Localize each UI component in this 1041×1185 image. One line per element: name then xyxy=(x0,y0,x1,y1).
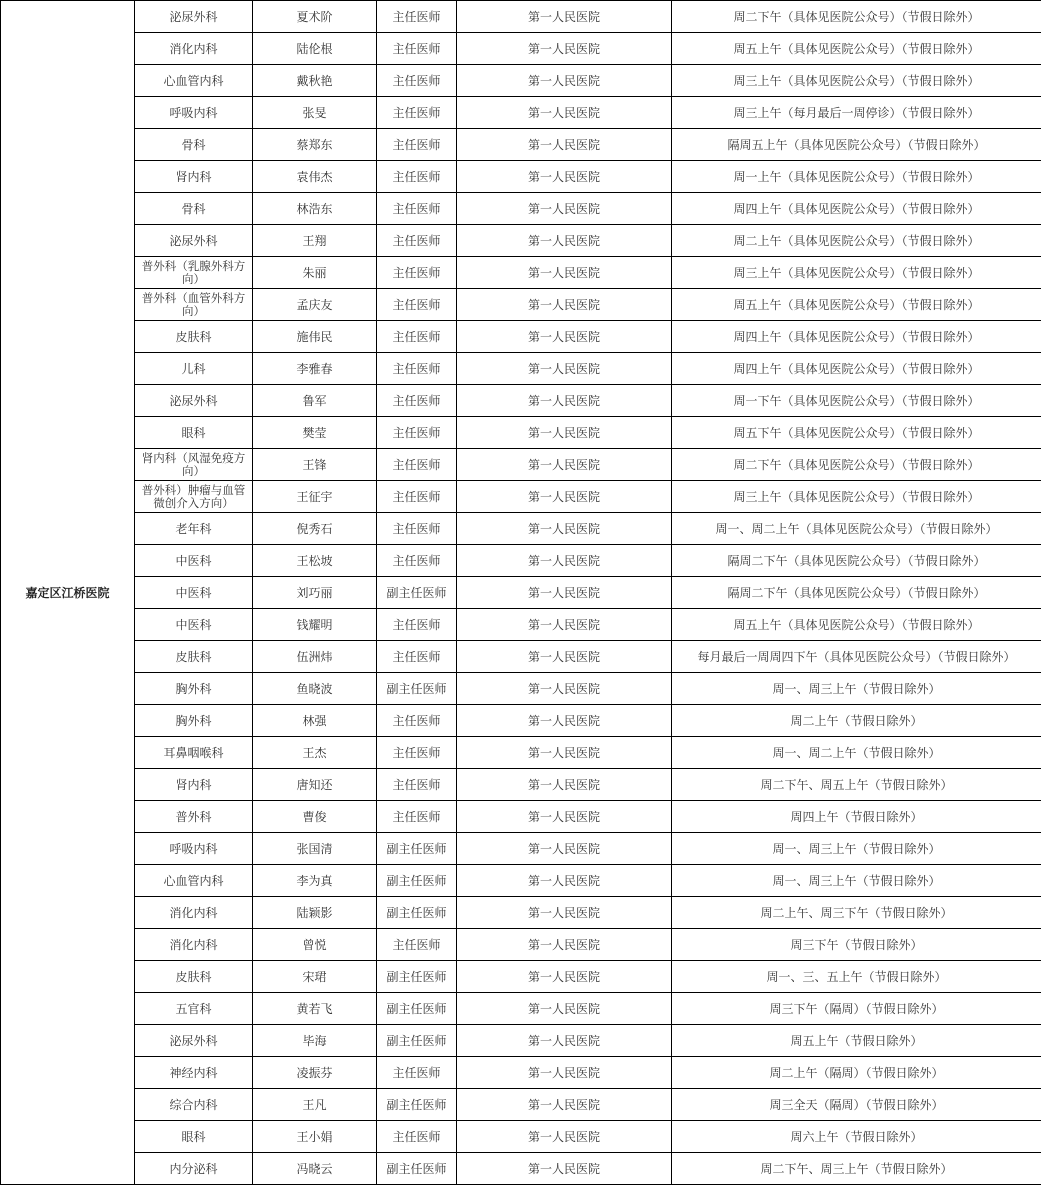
table-row xyxy=(1,929,1041,961)
table-row xyxy=(1,65,1041,97)
source-hospital-cell: 第一人民医院 xyxy=(457,545,672,577)
doctor-name-cell: 林强 xyxy=(253,705,377,737)
doctor-title-cell: 主任医师 xyxy=(377,1121,457,1153)
doctor-title-cell: 主任医师 xyxy=(377,769,457,801)
table-row xyxy=(1,161,1041,193)
clinic-time-cell: 周一、周二上午（节假日除外） xyxy=(672,737,1041,769)
clinic-time-cell: 周二上午、周三下午（节假日除外） xyxy=(672,897,1041,929)
source-hospital-cell: 第一人民医院 xyxy=(457,449,672,481)
doctor-name-cell: 王杰 xyxy=(253,737,377,769)
schedule-body xyxy=(1,1,1041,1185)
table-row xyxy=(1,1089,1041,1121)
table-row xyxy=(1,289,1041,321)
department-cell: 皮肤科 xyxy=(135,321,253,353)
source-hospital-cell: 第一人民医院 xyxy=(457,1057,672,1089)
department-cell: 普外科）肿瘤与血管微创介入方向） xyxy=(135,481,253,513)
doctor-title-cell: 主任医师 xyxy=(377,225,457,257)
source-hospital-cell: 第一人民医院 xyxy=(457,257,672,289)
doctor-title-cell: 主任医师 xyxy=(377,513,457,545)
source-hospital-cell: 第一人民医院 xyxy=(457,1025,672,1057)
clinic-time-cell: 周三上午（具体见医院公众号）（节假日除外） xyxy=(672,65,1041,97)
clinic-time-cell: 周五上午（具体见医院公众号）（节假日除外） xyxy=(672,33,1041,65)
doctor-name-cell: 戴秋艳 xyxy=(253,65,377,97)
source-hospital-cell: 第一人民医院 xyxy=(457,1153,672,1185)
department-cell: 消化内科 xyxy=(135,33,253,65)
source-hospital-cell: 第一人民医院 xyxy=(457,321,672,353)
doctor-title-cell: 主任医师 xyxy=(377,161,457,193)
source-hospital-cell: 第一人民医院 xyxy=(457,705,672,737)
department-cell: 肾内科（风湿免疫方向） xyxy=(135,449,253,481)
department-cell: 消化内科 xyxy=(135,929,253,961)
doctor-name-cell: 李为真 xyxy=(253,865,377,897)
doctor-name-cell: 鲁军 xyxy=(253,385,377,417)
table-row xyxy=(1,1057,1041,1089)
doctor-title-cell: 主任医师 xyxy=(377,65,457,97)
department-cell: 儿科 xyxy=(135,353,253,385)
clinic-time-cell: 周一、周三上午（节假日除外） xyxy=(672,673,1041,705)
doctor-title-cell: 主任医师 xyxy=(377,705,457,737)
doctor-title-cell: 副主任医师 xyxy=(377,577,457,609)
clinic-time-cell: 隔周二下午（具体见医院公众号）（节假日除外） xyxy=(672,577,1041,609)
doctor-name-cell: 凌振芬 xyxy=(253,1057,377,1089)
doctor-title-cell: 主任医师 xyxy=(377,449,457,481)
clinic-time-cell: 周三下午（节假日除外） xyxy=(672,929,1041,961)
doctor-name-cell: 冯晓云 xyxy=(253,1153,377,1185)
doctor-name-cell: 袁伟杰 xyxy=(253,161,377,193)
table-row xyxy=(1,353,1041,385)
source-hospital-cell: 第一人民医院 xyxy=(457,1,672,33)
department-cell: 普外科 xyxy=(135,801,253,833)
clinic-time-cell: 每月最后一周周四下午（具体见医院公众号）（节假日除外） xyxy=(672,641,1041,673)
department-cell: 中医科 xyxy=(135,609,253,641)
clinic-time-cell: 周二上午（节假日除外） xyxy=(672,705,1041,737)
table-row xyxy=(1,129,1041,161)
clinic-time-cell: 周二上午（具体见医院公众号）（节假日除外） xyxy=(672,225,1041,257)
doctor-title-cell: 副主任医师 xyxy=(377,1025,457,1057)
department-cell: 神经内科 xyxy=(135,1057,253,1089)
table-row xyxy=(1,417,1041,449)
table-row xyxy=(1,897,1041,929)
doctor-title-cell: 副主任医师 xyxy=(377,833,457,865)
doctor-name-cell: 陆颖影 xyxy=(253,897,377,929)
source-hospital-cell: 第一人民医院 xyxy=(457,929,672,961)
table-row xyxy=(1,865,1041,897)
table-row xyxy=(1,33,1041,65)
source-hospital-cell: 第一人民医院 xyxy=(457,417,672,449)
table-row xyxy=(1,833,1041,865)
doctor-title-cell: 主任医师 xyxy=(377,33,457,65)
source-hospital-cell: 第一人民医院 xyxy=(457,865,672,897)
department-cell: 呼吸内科 xyxy=(135,833,253,865)
table-row xyxy=(1,705,1041,737)
clinic-time-cell: 周三下午（隔周）（节假日除外） xyxy=(672,993,1041,1025)
doctor-name-cell: 刘巧丽 xyxy=(253,577,377,609)
source-hospital-cell: 第一人民医院 xyxy=(457,673,672,705)
doctor-name-cell: 林浩东 xyxy=(253,193,377,225)
clinic-time-cell: 周四上午（具体见医院公众号）（节假日除外） xyxy=(672,321,1041,353)
clinic-time-cell: 周一、周二上午（具体见医院公众号）（节假日除外） xyxy=(672,513,1041,545)
table-row xyxy=(1,481,1041,513)
clinic-time-cell: 周二下午、周五上午（节假日除外） xyxy=(672,769,1041,801)
table-row xyxy=(1,961,1041,993)
doctor-title-cell: 主任医师 xyxy=(377,129,457,161)
clinic-time-cell: 周一上午（具体见医院公众号）（节假日除外） xyxy=(672,161,1041,193)
department-cell: 消化内科 xyxy=(135,897,253,929)
table-row xyxy=(1,1121,1041,1153)
department-cell: 五官科 xyxy=(135,993,253,1025)
table-row xyxy=(1,1,1041,33)
doctor-title-cell: 主任医师 xyxy=(377,353,457,385)
table-row xyxy=(1,769,1041,801)
doctor-title-cell: 副主任医师 xyxy=(377,673,457,705)
department-cell: 心血管内科 xyxy=(135,865,253,897)
doctor-title-cell: 主任医师 xyxy=(377,385,457,417)
doctor-name-cell: 王凡 xyxy=(253,1089,377,1121)
doctor-name-cell: 施伟民 xyxy=(253,321,377,353)
table-row xyxy=(1,641,1041,673)
source-hospital-cell: 第一人民医院 xyxy=(457,737,672,769)
doctor-title-cell: 副主任医师 xyxy=(377,993,457,1025)
department-cell: 呼吸内科 xyxy=(135,97,253,129)
department-cell: 泌尿外科 xyxy=(135,225,253,257)
clinic-time-cell: 周二下午、周三上午（节假日除外） xyxy=(672,1153,1041,1185)
source-hospital-cell: 第一人民医院 xyxy=(457,833,672,865)
department-cell: 肾内科 xyxy=(135,161,253,193)
doctor-title-cell: 副主任医师 xyxy=(377,1153,457,1185)
table-row xyxy=(1,513,1041,545)
clinic-time-cell: 周五上午（具体见医院公众号）（节假日除外） xyxy=(672,289,1041,321)
department-cell: 中医科 xyxy=(135,545,253,577)
department-cell: 肾内科 xyxy=(135,769,253,801)
source-hospital-cell: 第一人民医院 xyxy=(457,33,672,65)
source-hospital-cell: 第一人民医院 xyxy=(457,1089,672,1121)
doctor-name-cell: 王锋 xyxy=(253,449,377,481)
source-hospital-cell: 第一人民医院 xyxy=(457,385,672,417)
doctor-name-cell: 黄若飞 xyxy=(253,993,377,1025)
clinic-time-cell: 周一、周三上午（节假日除外） xyxy=(672,833,1041,865)
department-cell: 皮肤科 xyxy=(135,961,253,993)
doctor-name-cell: 王小娟 xyxy=(253,1121,377,1153)
doctor-title-cell: 主任医师 xyxy=(377,737,457,769)
clinic-time-cell: 周四上午（节假日除外） xyxy=(672,801,1041,833)
source-hospital-cell: 第一人民医院 xyxy=(457,577,672,609)
source-hospital-cell: 第一人民医院 xyxy=(457,481,672,513)
department-cell: 耳鼻咽喉科 xyxy=(135,737,253,769)
clinic-time-cell: 周四上午（具体见医院公众号）（节假日除外） xyxy=(672,193,1041,225)
table-row xyxy=(1,97,1041,129)
source-hospital-cell: 第一人民医院 xyxy=(457,801,672,833)
source-hospital-cell: 第一人民医院 xyxy=(457,641,672,673)
source-hospital-cell: 第一人民医院 xyxy=(457,769,672,801)
clinic-time-cell: 周二上午（隔周）（节假日除外） xyxy=(672,1057,1041,1089)
doctor-name-cell: 蔡郑东 xyxy=(253,129,377,161)
clinic-time-cell: 周五上午（节假日除外） xyxy=(672,1025,1041,1057)
clinic-time-cell: 周一、三、五上午（节假日除外） xyxy=(672,961,1041,993)
clinic-time-cell: 周三上午（具体见医院公众号）（节假日除外） xyxy=(672,257,1041,289)
department-cell: 胸外科 xyxy=(135,673,253,705)
doctor-title-cell: 主任医师 xyxy=(377,417,457,449)
table-row xyxy=(1,225,1041,257)
doctor-name-cell: 宋珺 xyxy=(253,961,377,993)
doctor-title-cell: 副主任医师 xyxy=(377,865,457,897)
table-row xyxy=(1,385,1041,417)
source-hospital-cell: 第一人民医院 xyxy=(457,897,672,929)
department-cell: 骨科 xyxy=(135,129,253,161)
table-row xyxy=(1,321,1041,353)
clinic-time-cell: 周五上午（具体见医院公众号）（节假日除外） xyxy=(672,609,1041,641)
department-cell: 普外科（乳腺外科方向） xyxy=(135,257,253,289)
department-cell: 老年科 xyxy=(135,513,253,545)
doctor-title-cell: 副主任医师 xyxy=(377,1089,457,1121)
clinic-time-cell: 周一下午（具体见医院公众号）（节假日除外） xyxy=(672,385,1041,417)
source-hospital-cell: 第一人民医院 xyxy=(457,1121,672,1153)
table-row xyxy=(1,545,1041,577)
source-hospital-cell: 第一人民医院 xyxy=(457,289,672,321)
doctor-name-cell: 夏术阶 xyxy=(253,1,377,33)
source-hospital-cell: 第一人民医院 xyxy=(457,225,672,257)
clinic-time-cell: 周五下午（具体见医院公众号）（节假日除外） xyxy=(672,417,1041,449)
doctor-title-cell: 主任医师 xyxy=(377,801,457,833)
department-cell: 骨科 xyxy=(135,193,253,225)
department-cell: 眼科 xyxy=(135,417,253,449)
doctor-name-cell: 王松坡 xyxy=(253,545,377,577)
department-cell: 泌尿外科 xyxy=(135,1025,253,1057)
table-row xyxy=(1,1025,1041,1057)
doctor-title-cell: 主任医师 xyxy=(377,641,457,673)
table-row xyxy=(1,737,1041,769)
hospital-name-cell: 嘉定区江桥医院 xyxy=(1,1,135,1185)
department-cell: 胸外科 xyxy=(135,705,253,737)
clinic-time-cell: 周三全天（隔周）（节假日除外） xyxy=(672,1089,1041,1121)
department-cell: 心血管内科 xyxy=(135,65,253,97)
source-hospital-cell: 第一人民医院 xyxy=(457,161,672,193)
table-row xyxy=(1,193,1041,225)
department-cell: 内分泌科 xyxy=(135,1153,253,1185)
doctor-title-cell: 主任医师 xyxy=(377,1057,457,1089)
doctor-name-cell: 伍洲炜 xyxy=(253,641,377,673)
doctor-name-cell: 陆伦根 xyxy=(253,33,377,65)
doctor-title-cell: 副主任医师 xyxy=(377,897,457,929)
doctor-name-cell: 鱼晓波 xyxy=(253,673,377,705)
doctor-name-cell: 曾悦 xyxy=(253,929,377,961)
clinic-time-cell: 周六上午（节假日除外） xyxy=(672,1121,1041,1153)
doctor-title-cell: 主任医师 xyxy=(377,97,457,129)
clinic-time-cell: 周一、周三上午（节假日除外） xyxy=(672,865,1041,897)
doctor-name-cell: 张旻 xyxy=(253,97,377,129)
doctor-title-cell: 主任医师 xyxy=(377,289,457,321)
doctor-title-cell: 主任医师 xyxy=(377,545,457,577)
clinic-time-cell: 周三上午（具体见医院公众号）（节假日除外） xyxy=(672,481,1041,513)
clinic-time-cell: 周四上午（具体见医院公众号）（节假日除外） xyxy=(672,353,1041,385)
doctor-name-cell: 孟庆友 xyxy=(253,289,377,321)
department-cell: 眼科 xyxy=(135,1121,253,1153)
doctor-title-cell: 主任医师 xyxy=(377,609,457,641)
doctor-name-cell: 王征宇 xyxy=(253,481,377,513)
doctor-name-cell: 曹俊 xyxy=(253,801,377,833)
source-hospital-cell: 第一人民医院 xyxy=(457,129,672,161)
clinic-time-cell: 隔周五上午（具体见医院公众号）（节假日除外） xyxy=(672,129,1041,161)
doctor-name-cell: 钱耀明 xyxy=(253,609,377,641)
table-row xyxy=(1,673,1041,705)
source-hospital-cell: 第一人民医院 xyxy=(457,97,672,129)
source-hospital-cell: 第一人民医院 xyxy=(457,993,672,1025)
doctor-name-cell: 朱丽 xyxy=(253,257,377,289)
doctor-name-cell: 唐知还 xyxy=(253,769,377,801)
department-cell: 皮肤科 xyxy=(135,641,253,673)
department-cell: 泌尿外科 xyxy=(135,385,253,417)
department-cell: 综合内科 xyxy=(135,1089,253,1121)
table-row xyxy=(1,801,1041,833)
doctor-title-cell: 主任医师 xyxy=(377,257,457,289)
doctor-name-cell: 张国清 xyxy=(253,833,377,865)
doctor-title-cell: 主任医师 xyxy=(377,481,457,513)
department-cell: 泌尿外科 xyxy=(135,1,253,33)
doctor-title-cell: 主任医师 xyxy=(377,193,457,225)
doctor-title-cell: 主任医师 xyxy=(377,321,457,353)
department-cell: 普外科（血管外科方向） xyxy=(135,289,253,321)
table-row xyxy=(1,257,1041,289)
source-hospital-cell: 第一人民医院 xyxy=(457,961,672,993)
source-hospital-cell: 第一人民医院 xyxy=(457,65,672,97)
doctor-name-cell: 王翔 xyxy=(253,225,377,257)
table-row xyxy=(1,993,1041,1025)
doctor-name-cell: 毕海 xyxy=(253,1025,377,1057)
table-row xyxy=(1,449,1041,481)
clinic-time-cell: 周二下午（具体见医院公众号）（节假日除外） xyxy=(672,449,1041,481)
source-hospital-cell: 第一人民医院 xyxy=(457,353,672,385)
table-row xyxy=(1,1153,1041,1185)
doctor-title-cell: 主任医师 xyxy=(377,929,457,961)
clinic-time-cell: 周二下午（具体见医院公众号）（节假日除外） xyxy=(672,1,1041,33)
doctor-name-cell: 樊莹 xyxy=(253,417,377,449)
source-hospital-cell: 第一人民医院 xyxy=(457,193,672,225)
department-cell: 中医科 xyxy=(135,577,253,609)
doctor-name-cell: 倪秀石 xyxy=(253,513,377,545)
doctor-title-cell: 副主任医师 xyxy=(377,961,457,993)
source-hospital-cell: 第一人民医院 xyxy=(457,609,672,641)
doctor-title-cell: 主任医师 xyxy=(377,1,457,33)
table-row xyxy=(1,577,1041,609)
clinic-time-cell: 周三上午（每月最后一周停诊）（节假日除外） xyxy=(672,97,1041,129)
source-hospital-cell: 第一人民医院 xyxy=(457,513,672,545)
clinic-time-cell: 隔周二下午（具体见医院公众号）（节假日除外） xyxy=(672,545,1041,577)
doctor-name-cell: 李雅春 xyxy=(253,353,377,385)
table-row xyxy=(1,609,1041,641)
